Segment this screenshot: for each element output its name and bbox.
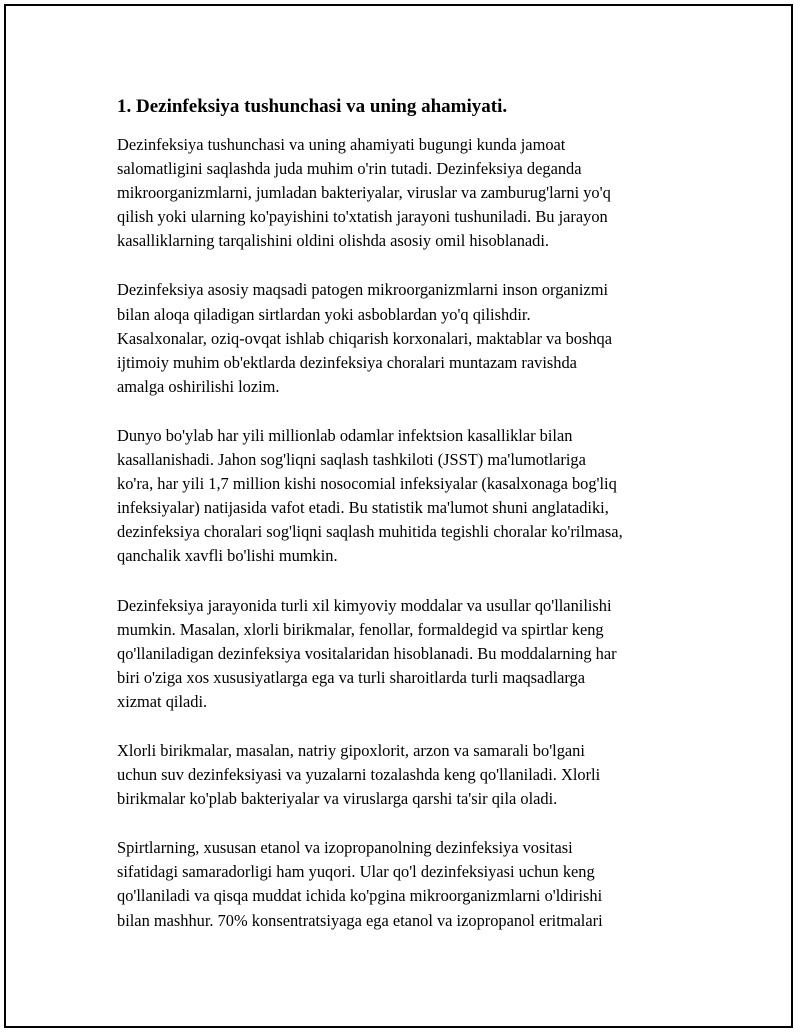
document-body <box>117 95 687 958</box>
paragraph-2: Dezinfeksiya asosiy maqsadi patogen mikroorganizmlarni inson organizmi bilan aloqa qiladigan sirtlardan yoki asboblardan yo'q qilishdir. Kasalxonalar, oziq-ovqat ishlab chiqarish korxonalari, maktablar va boshqa ijtimoiy muhim ob'ektlarda dezinfeksiya choralari muntazam ravishda amalga oshirilishi lozim. <box>117 280 612 396</box>
paragraph-3: Dunyo bo'ylab har yili millionlab odamlar infektsion kasalliklar bilan kasallanishadi. Jahon sog'liqni saqlash tashkiloti (JSST) ma'lumotlariga ko'ra, har yili 1,7 million kishi nosocomial infeksiyalar (kasalxonaga bog'liq infeksiyalar) natijasida vafot etadi. Bu statistik ma'lumot shuni anglatadiki, dezinfeksiya choralari sog'liqni saqlash muhitida tegishli choralar ko'rilmasa, qanchalik xavfli bo'lishi mumkin. <box>117 425 623 566</box>
paragraph-4: Dezinfeksiya jarayonida turli xil kimyoviy moddalar va usullar qo'llanilishi mumkin. Masalan, xlorli birikmalar, fenollar, formaldegid va spirtlar keng qo'llaniladigan dezinfeksiya vositalaridan hisoblanadi. Bu moddalarning har biri o'ziga xos xususiyatlarga ega va turli sharoitlarda turli maqsadlarga xizmat qiladi. <box>117 595 617 711</box>
section-heading: 1. Dezinfeksiya tushunchasi va uning ahamiyati. <box>117 96 508 117</box>
paragraph-6: Spirtlarning, xususan etanol va izopropanolning dezinfeksiya vositasi sifatidagi samaradorligi ham yuqori. Ular qo'l dezinfeksiyasi uchun keng qo'llaniladi va qisqa muddat ichida ko'pgina mikroorganizmlarni o'ldirishi bilan mashhur. 70% konsentratsiyaga ega etanol va izopropanol eritmalari <box>117 838 603 930</box>
paragraph-1: Dezinfeksiya tushunchasi va uning ahamiyati bugungi kunda jamoat salomatligini saqlashda juda muhim o'rin tutadi. Dezinfeksiya deganda mikroorganizmlarni, jumladan bakteriyalar, viruslar va zamburug'larni yo'q qilish yoki ularning ko'payishini to'xtatish jarayoni tushuniladi. Bu jarayon kasalliklarning tarqalishini oldini olishda asosiy omil hisoblanadi. <box>117 135 611 251</box>
paragraph-5: Xlorli birikmalar, masalan, natriy gipoxlorit, arzon va samarali bo'lgani uchun suv dezinfeksiyasi va yuzalarni tozalashda keng qo'llaniladi. Xlorli birikmalar ko'plab bakteriyalar va viruslarga qarshi ta'sir qila oladi. <box>117 740 601 809</box>
